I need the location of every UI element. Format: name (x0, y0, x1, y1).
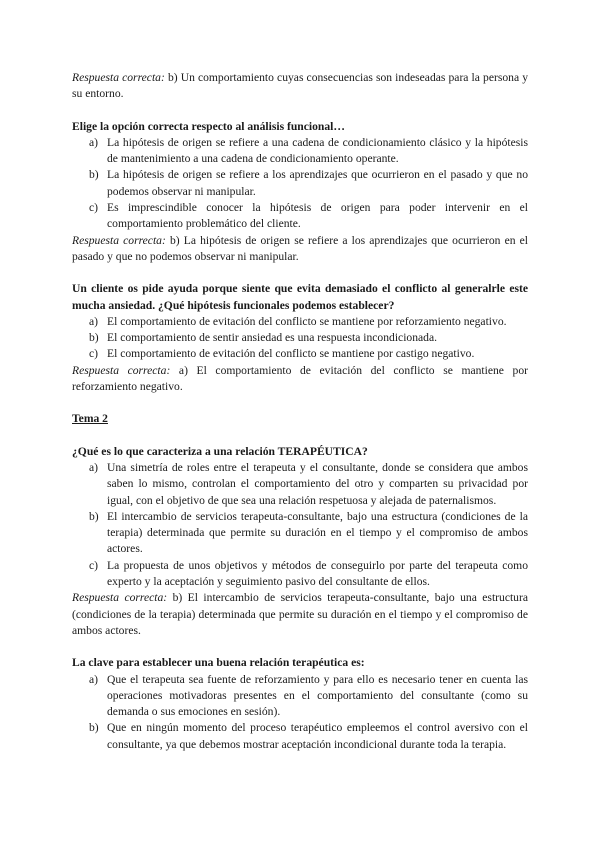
question-3: ¿Qué es lo que caracteriza a una relación TERAPÉUTICA? (72, 444, 368, 458)
question-4: La clave para establecer una buena relación terapéutica es: (72, 656, 365, 670)
section-heading-tema-2: Tema 2 (72, 412, 108, 426)
option-a: a) Que el terapeuta sea fuente de reforzamiento y para ello es necesario tener en cuenta las operaciones motivadoras presentes en el comportamiento del consultante (como su demanda o sus emociones en sesión). (89, 672, 528, 719)
options-list-3 (72, 460, 528, 590)
options-list-2 (72, 314, 528, 363)
answer-label: Respuesta correcta: (72, 591, 168, 605)
option-b: b) La hipótesis de origen se refiere a los aprendizajes que ocurrieron en el pasado y que no podemos observar ni manipular. (89, 168, 528, 198)
answer-label: Respuesta correcta: (72, 363, 171, 377)
answer-text: b) El intercambio de servicios terapeuta-consultante, bajo una estructura (condiciones de la terapia) determinada que permite su duración en el tiempo y el compromiso de ambos actores. (72, 591, 528, 637)
answer-label: Respuesta correcta: (72, 233, 166, 247)
option-c: c) Es imprescindible conocer la hipótesis de origen para poder intervenir en el comportamiento problemático del cliente. (89, 201, 528, 231)
option-b: b) Que en ningún momento del proceso terapéutico empleemos el control aversivo con el consultante, ya que debemos mostrar aceptación incondicional durante toda la terapia. (89, 721, 528, 751)
question-2: Un cliente os pide ayuda porque siente que evita demasiado el conflicto al generalrle este mucha ansiedad. ¿Qué hipótesis funcionales podemos establecer? (72, 282, 528, 312)
option-c: c) El comportamiento de evitación del conflicto se mantiene por castigo negativo. (89, 347, 475, 361)
question-1: Elige la opción correcta respecto al análisis funcional… (72, 119, 345, 133)
answer-0 (72, 70, 528, 103)
answer-3 (72, 590, 528, 639)
answer-text: b) Un comportamiento cuyas consecuencias son indeseadas para la persona y su entorno. (72, 71, 528, 101)
answer-1 (72, 233, 528, 266)
answer-label: Respuesta correcta: (72, 71, 165, 84)
options-list-4 (72, 672, 528, 753)
option-b: b) El intercambio de servicios terapeuta-consultante, bajo una estructura (condiciones de la terapia) determinada que permite su duración en el tiempo y el compromiso de ambos actores. (89, 509, 528, 556)
option-a: a) El comportamiento de evitación del conflicto se mantiene por reforzamiento negativo. (89, 314, 507, 328)
option-a: a) Una simetría de roles entre el terapeuta y el consultante, donde se considera que ambos saben lo mismo, controlan el comportamiento del otro y comparten su privacidad por igual, con el objetivo de que sea una relación respetuosa y alejada de paternalismos. (89, 460, 528, 507)
options-list-1 (72, 135, 528, 233)
option-b: b) El comportamiento de sentir ansiedad es una respuesta incondicionada. (89, 331, 437, 345)
option-a: a) La hipótesis de origen se refiere a una cadena de condicionamiento clásico y la hipótesis de mantenimiento a una cadena de condicionamiento operante. (89, 135, 528, 166)
option-c: c) La propuesta de unos objetivos y métodos de conseguirlo por parte del terapeuta como experto y la aceptación y seguimiento pasivo del consultante de ellos. (89, 558, 528, 589)
answer-text: a) El comportamiento de evitación del conflicto se mantiene por reforzamiento negativo. (72, 363, 528, 394)
answer-2 (72, 363, 528, 396)
answer-text: b) La hipótesis de origen se refiere a los aprendizajes que ocurrieron en el pasado y que no podemos observar ni manipular. (72, 233, 528, 263)
